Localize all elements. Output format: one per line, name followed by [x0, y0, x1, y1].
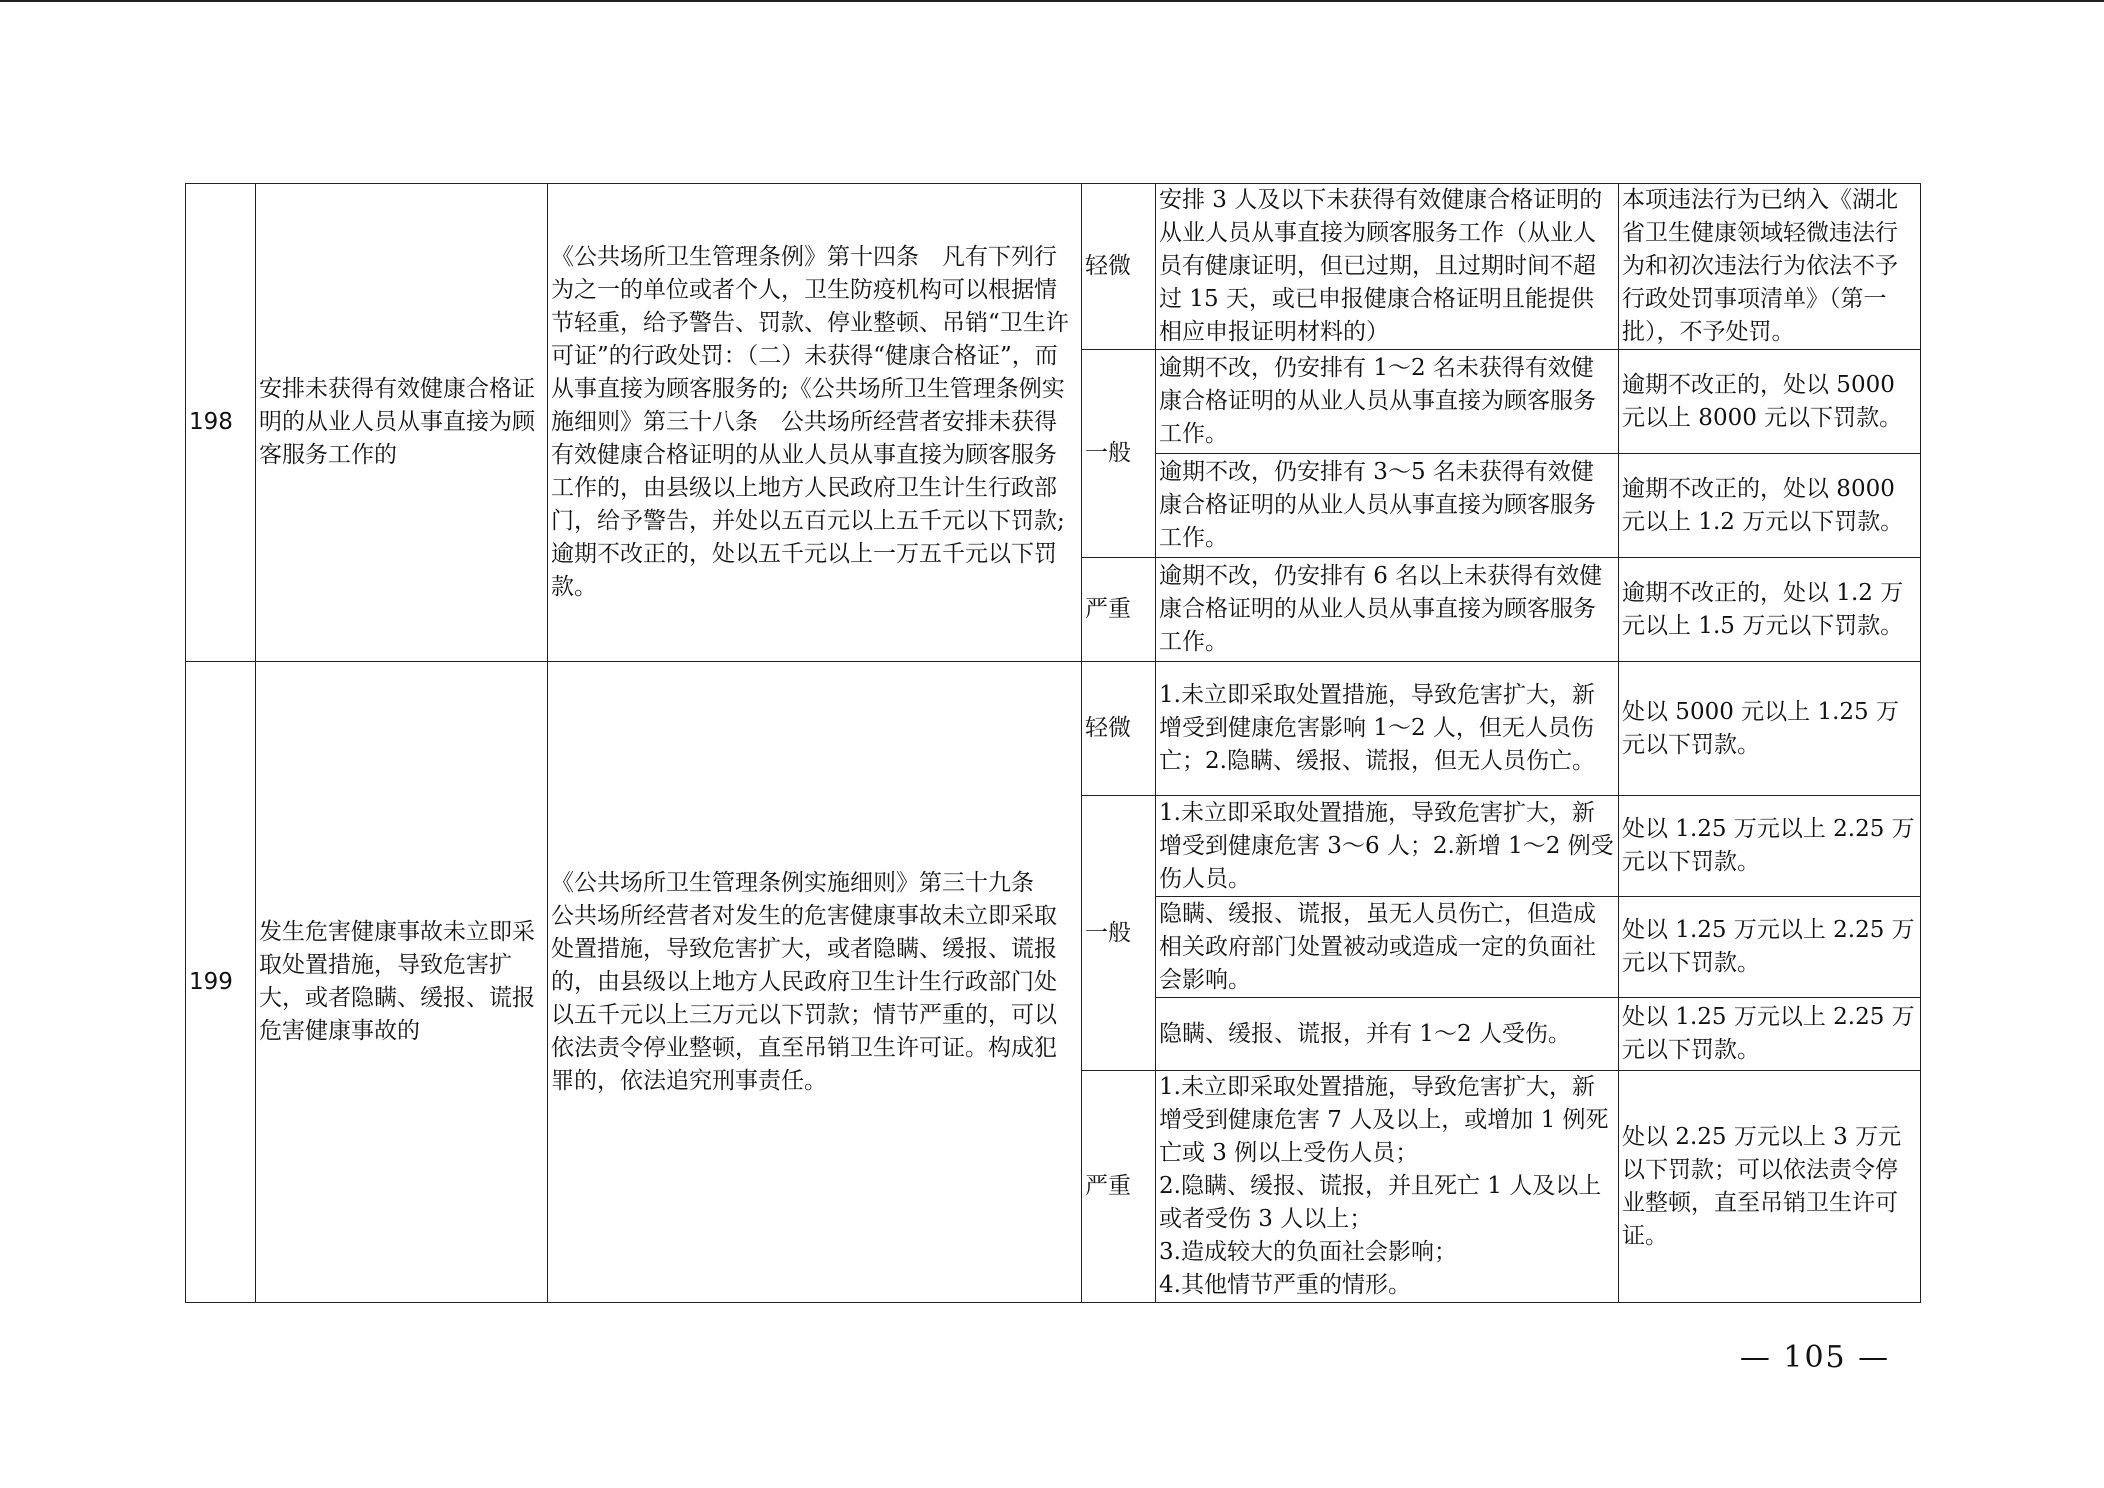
severity-level: 轻微 [1082, 184, 1156, 350]
circumstance-cell: 隐瞒、缓报、谎报，虽无人员伤亡，但造成相关政府部门处置被动或造成一定的负面社会影响。 [1156, 897, 1619, 998]
severity-level: 一般 [1082, 350, 1156, 558]
table-row [186, 662, 1921, 796]
penalty-standard-cell: 逾期不改正的，处以 8000 元以上 1.2 万元以下罚款。 [1619, 454, 1921, 558]
table-row [186, 184, 1921, 350]
severity-level: 严重 [1082, 558, 1156, 662]
top-border-line [0, 0, 2104, 2]
penalty-standard-cell: 处以 5000 元以上 1.25 万元以下罚款。 [1619, 662, 1921, 796]
penalty-discretion-table [185, 183, 1921, 1303]
circumstance-cell: 1.未立即采取处置措施，导致危害扩大，新增受到健康危害 3～6 人；2.新增 1～2 例受伤人员。 [1156, 796, 1619, 897]
severity-level: 轻微 [1082, 662, 1156, 796]
penalty-standard-cell: 逾期不改正的，处以 5000 元以上 8000 元以下罚款。 [1619, 350, 1921, 454]
circumstance-cell: 逾期不改，仍安排有 1～2 名未获得有效健康合格证明的从业人员从事直接为顾客服务工作。 [1156, 350, 1619, 454]
circumstance-cell: 隐瞒、缓报、谎报，并有 1～2 人受伤。 [1156, 998, 1619, 1071]
page-number: — 105 — [1739, 1340, 1891, 1375]
penalty-standard-cell: 逾期不改正的，处以 1.2 万元以上 1.5 万元以下罚款。 [1619, 558, 1921, 662]
circumstance-cell: 1.未立即采取处置措施，导致危害扩大，新增受到健康危害影响 1～2 人，但无人员伤亡；2.隐瞒、缓报、谎报，但无人员伤亡。 [1156, 662, 1619, 796]
penalty-standard-cell: 处以 2.25 万元以上 3 万元以下罚款；可以依法责令停业整顿，直至吊销卫生许可证。 [1619, 1071, 1921, 1303]
circumstance-cell: 安排 3 人及以下未获得有效健康合格证明的从业人员从事直接为顾客服务工作（从业人员有健康证明，但已过期，且过期时间不超过 15 天，或已申报健康合格证明且能提供相应申报证明材料的） [1156, 184, 1619, 350]
item-number: 199 [186, 662, 256, 1303]
item-number: 198 [186, 184, 256, 662]
violation-description: 安排未获得有效健康合格证明的从业人员从事直接为顾客服务工作的 [256, 184, 548, 662]
circumstance-cell: 逾期不改，仍安排有 6 名以上未获得有效健康合格证明的从业人员从事直接为顾客服务工作。 [1156, 558, 1619, 662]
penalty-standard-cell: 处以 1.25 万元以上 2.25 万元以下罚款。 [1619, 897, 1921, 998]
penalty-standard-cell: 处以 1.25 万元以上 2.25 万元以下罚款。 [1619, 998, 1921, 1071]
violation-description: 发生危害健康事故未立即采取处置措施，导致危害扩大，或者隐瞒、缓报、谎报危害健康事故的 [256, 662, 548, 1303]
circumstance-cell: 逾期不改，仍安排有 3～5 名未获得有效健康合格证明的从业人员从事直接为顾客服务工作。 [1156, 454, 1619, 558]
legal-basis: 《公共场所卫生管理条例实施细则》第三十九条 公共场所经营者对发生的危害健康事故未立即采取处置措施，导致危害扩大，或者隐瞒、缓报、谎报的，由县级以上地方人民政府卫生计生行政部门处以五千元以上三万元以下罚款；情节严重的，可以依法责令停业整顿，直至吊销卫生许可证。构成犯罪的，依法追究刑事责任。 [548, 662, 1082, 1303]
severity-level: 一般 [1082, 796, 1156, 1071]
severity-level: 严重 [1082, 1071, 1156, 1303]
penalty-standard-cell: 本项违法行为已纳入《湖北省卫生健康领域轻微违法行为和初次违法行为依法不予行政处罚事项清单》（第一批），不予处罚。 [1619, 184, 1921, 350]
penalty-standard-cell: 处以 1.25 万元以上 2.25 万元以下罚款。 [1619, 796, 1921, 897]
legal-basis: 《公共场所卫生管理条例》第十四条 凡有下列行为之一的单位或者个人，卫生防疫机构可以根据情节轻重，给予警告、罚款、停业整顿、吊销“卫生许可证”的行政处罚：（二）未获得“健康合格证”，而从事直接为顾客服务的;《公共场所卫生管理条例实施细则》第三十八条 公共场所经营者安排未获得有效健康合格证明的从业人员从事直接为顾客服务工作的，由县级以上地方人民政府卫生计生行政部门，给予警告，并处以五百元以上五千元以下罚款;逾期不改正的，处以五千元以上一万五千元以下罚款。 [548, 184, 1082, 662]
circumstance-cell: 1.未立即采取处置措施，导致危害扩大，新增受到健康危害 7 人及以上，或增加 1 例死亡或 3 例以上受伤人员； 2.隐瞒、缓报、谎报，并且死亡 1 人及以上或者受伤 3 人以上； 3.造成较大的负面社会影响； 4.其他情节严重的情形。 [1156, 1071, 1619, 1303]
